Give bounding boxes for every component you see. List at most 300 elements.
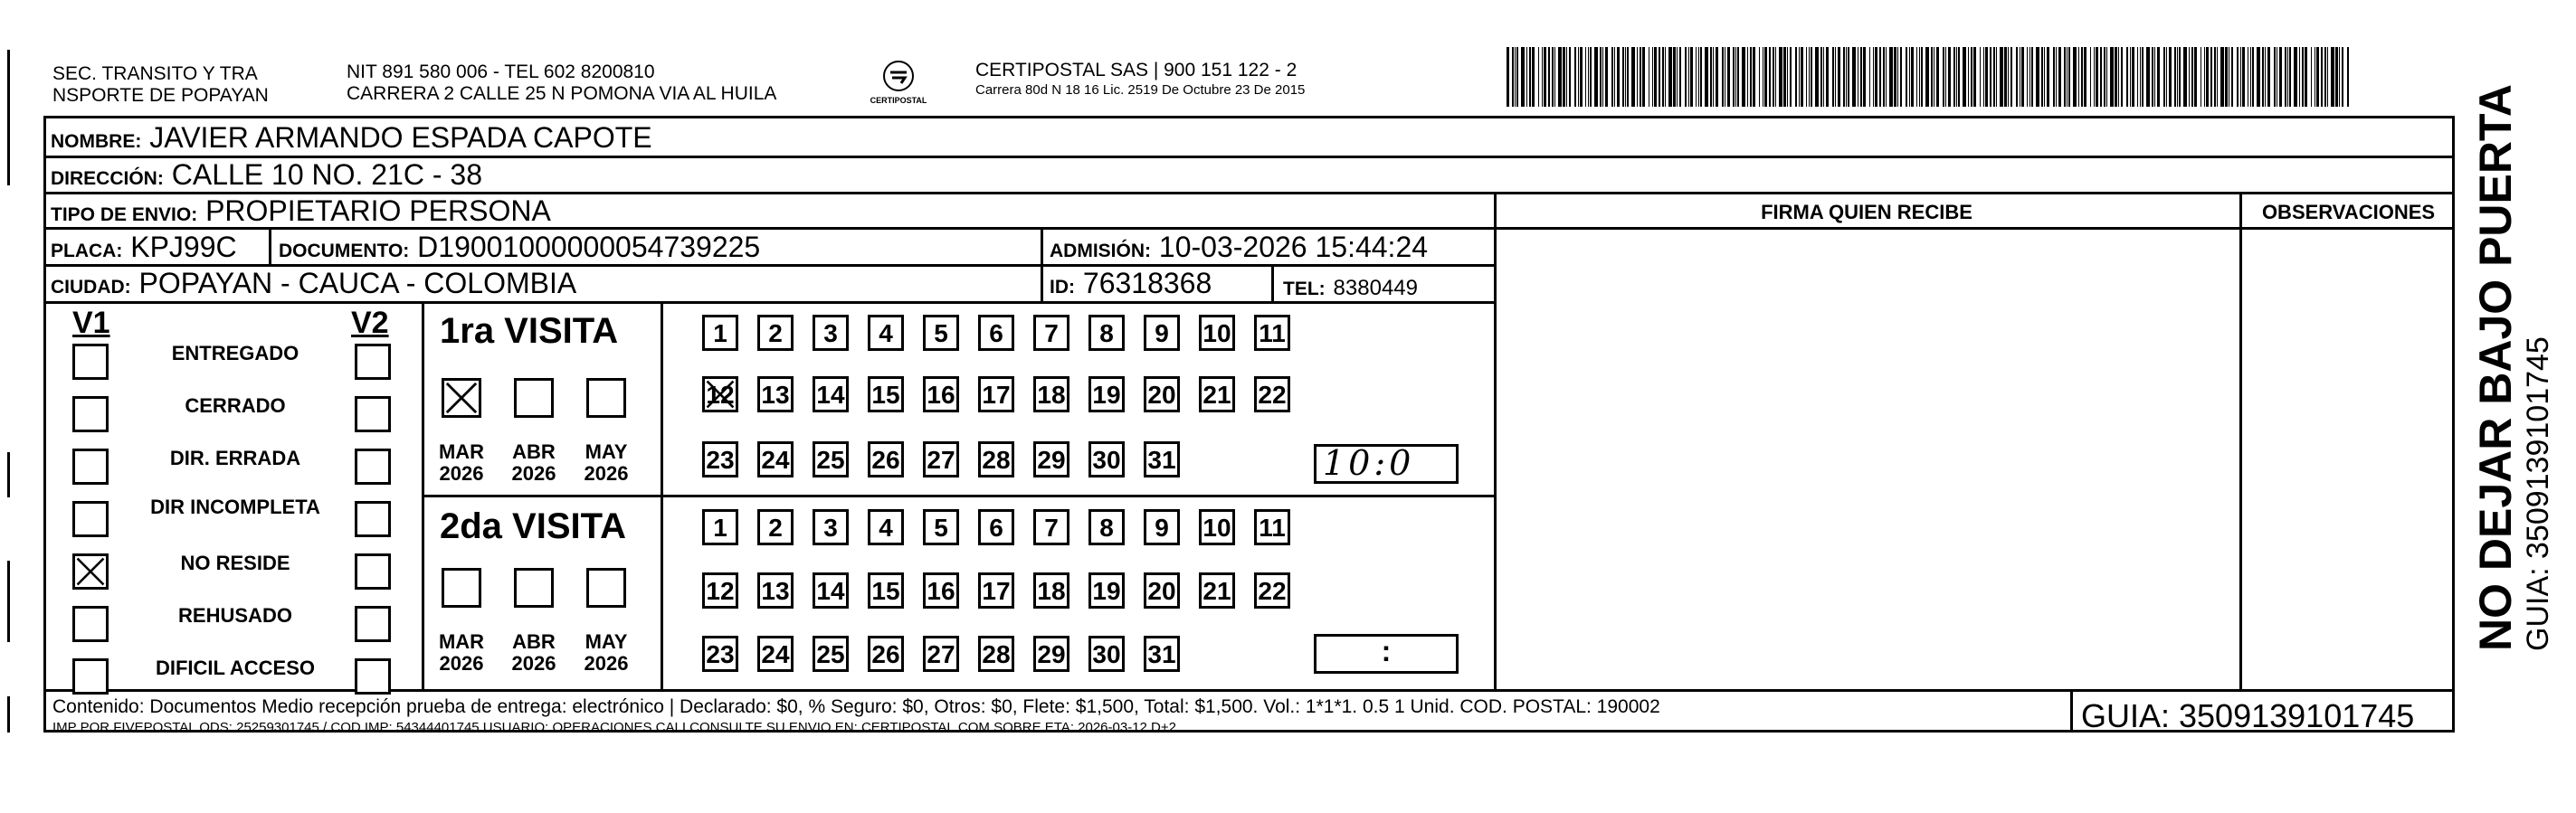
barcode-bar <box>1512 47 1514 107</box>
barcode-bar <box>1795 47 1797 107</box>
day-checkbox[interactable]: 8 <box>1088 509 1125 545</box>
barcode-bar <box>1563 47 1565 107</box>
barcode-bar <box>1662 47 1664 107</box>
barcode-bar <box>2189 47 2190 107</box>
barcode-bar <box>2183 47 2187 107</box>
barcode-bar <box>1753 47 1755 107</box>
barcode-bar <box>1554 47 1555 107</box>
barcode-bar <box>2342 47 2343 107</box>
observaciones-header: OBSERVACIONES <box>2261 201 2436 223</box>
barcode-bar <box>1654 47 1657 107</box>
barcode-bar <box>1578 47 1579 107</box>
barcode-bar <box>1838 47 1840 107</box>
day-checkbox[interactable]: 25 <box>813 441 849 477</box>
barcode-bar <box>1665 47 1666 107</box>
v1-checkbox[interactable] <box>72 658 109 695</box>
day-checkbox[interactable]: 15 <box>868 572 904 609</box>
day-checkbox[interactable]: 31 <box>1144 636 1180 672</box>
admision-value: 10-03-2026 15:44:24 <box>1158 231 1429 263</box>
barcode-bar <box>2140 47 2141 107</box>
barcode-bar <box>2010 47 2012 107</box>
day-checkbox[interactable]: 7 <box>1033 315 1069 351</box>
barcode-bar <box>2231 47 2233 107</box>
day-checkbox[interactable]: 24 <box>757 441 794 477</box>
day-checkbox[interactable]: 21 <box>1199 376 1235 412</box>
ciudad-field <box>51 267 576 304</box>
admision-field <box>1050 231 1428 268</box>
day-checkbox[interactable]: 11 <box>1254 315 1290 351</box>
v1-checkbox[interactable] <box>72 501 109 537</box>
day-checkbox[interactable]: 13 <box>757 572 794 609</box>
month-label <box>425 631 498 675</box>
nit-line2: CARRERA 2 CALLE 25 N POMONA VIA AL HUILA <box>347 83 777 104</box>
barcode-bar <box>2081 47 2083 107</box>
day-checkbox[interactable]: 17 <box>978 376 1014 412</box>
barcode-bar <box>2237 47 2239 107</box>
v2-label: V2 <box>351 306 389 340</box>
barcode-bar <box>2064 47 2066 107</box>
day-checkbox[interactable]: 18 <box>1033 572 1069 609</box>
barcode-bar <box>2094 47 2095 107</box>
day-checkbox[interactable]: 31 <box>1144 441 1180 477</box>
barcode-bar <box>1548 47 1550 107</box>
v1-checkbox[interactable] <box>72 449 109 485</box>
day-checkbox[interactable]: 24 <box>757 636 794 672</box>
month-checkbox[interactable] <box>442 378 481 418</box>
barcode-bar <box>2090 47 2091 107</box>
day-checkbox[interactable]: 7 <box>1033 509 1069 545</box>
month-checkbox[interactable] <box>442 568 481 608</box>
barcode-bar <box>1622 47 1624 107</box>
nombre-label: NOMBRE: <box>51 131 142 152</box>
barcode-bar <box>1883 47 1885 107</box>
v1-checkbox[interactable] <box>72 606 109 642</box>
barcode-bar <box>1516 47 1518 107</box>
barcode-bar <box>2214 47 2216 107</box>
barcode-bar <box>1677 47 1678 107</box>
month-label <box>570 631 642 675</box>
tipo-value: PROPIETARIO PERSONA <box>205 194 551 227</box>
barcode-bar <box>2347 47 2349 107</box>
v2-checkbox[interactable] <box>355 396 391 432</box>
barcode-bar <box>2068 47 2070 107</box>
id-field <box>1050 267 1212 304</box>
placa-label: PLACA: <box>51 241 123 261</box>
barcode-bar <box>2331 47 2334 107</box>
barcode-bar <box>2096 47 2098 107</box>
barcode-bar <box>1873 47 1874 107</box>
barcode-bar <box>1809 47 1810 107</box>
barcode-bar <box>1742 47 1745 107</box>
day-checkbox[interactable]: 30 <box>1088 441 1125 477</box>
barcode-bar <box>1958 47 1960 107</box>
status-label: DIR INCOMPLETA <box>150 496 320 518</box>
issuer-line2: NSPORTE DE POPAYAN <box>52 85 269 106</box>
barcode-bar <box>1679 47 1681 107</box>
day-checkbox[interactable]: 16 <box>923 572 959 609</box>
barcode-bar <box>1860 47 1862 107</box>
barcode-bar <box>2177 47 2178 107</box>
barcode-bar <box>1820 47 1822 107</box>
day-checkbox[interactable]: 14 <box>813 572 849 609</box>
col-line-firma <box>1494 192 1497 689</box>
barcode-bar <box>2335 47 2338 107</box>
barcode-bar <box>1921 47 1923 107</box>
barcode-bar <box>1614 47 1615 107</box>
barcode-bar <box>2058 47 2061 107</box>
barcode-bar <box>1700 47 1702 107</box>
side-line2: GUIA: 3509139101745 <box>2521 336 2555 651</box>
barcode-bar <box>1705 47 1708 107</box>
barcode-bar <box>1759 47 1760 107</box>
v1-checkbox[interactable] <box>72 344 109 380</box>
day-checkbox[interactable]: 17 <box>978 572 1014 609</box>
barcode-bar <box>2316 47 2319 107</box>
tipo-field <box>51 194 551 232</box>
margin-mark <box>7 561 10 642</box>
day-checkbox[interactable]: 22 <box>1254 572 1290 609</box>
day-checkbox[interactable]: 12 <box>702 376 738 412</box>
barcode-bar <box>1600 47 1602 107</box>
barcode-bar <box>2078 47 2079 107</box>
barcode-bar <box>2321 47 2323 107</box>
barcode-bar <box>1925 47 1929 107</box>
day-checkbox[interactable]: 5 <box>923 315 959 351</box>
month-name: MAY <box>585 630 628 653</box>
barcode-bar <box>1948 47 1951 107</box>
status-label: NO RESIDE <box>180 552 290 574</box>
month-checkbox[interactable] <box>586 378 626 418</box>
barcode-bar <box>1552 47 1554 107</box>
footer-line2: IMP POR FIVEPOSTAL ODS: 25259301745 / COD.IMP: 54344401745 USUARIO: OPERACIONES.CALI CONSULTE SU ENVIO EN: CERTIPOSTAL.COM SOBRE ETA: 2026-03-12 D+2 <box>52 720 1176 735</box>
barcode-bar <box>1943 47 1944 107</box>
status-label: DIFICIL ACCESO <box>155 657 315 679</box>
footer-line1: Contenido: Documentos Medio recepción prueba de entrega: electrónico | Declarado: $0, % Seguro: $0, Otros: $0, Flete: $1,500, Total: $1,500. Vol.: 1*1*1. 0.5 1 Unid. COD. POSTAL: 190002 <box>52 696 1660 717</box>
month-name: ABR <box>512 440 556 463</box>
nombre-value: JAVIER ARMANDO ESPADA CAPOTE <box>149 121 652 154</box>
v2-checkbox[interactable] <box>355 553 391 590</box>
barcode-bar <box>1737 47 1739 107</box>
barcode-bar <box>1668 47 1672 107</box>
barcode-bar <box>1521 47 1525 107</box>
row-line <box>422 495 1494 497</box>
side-line1: NO DEJAR BAJO PUERTA <box>2470 84 2521 651</box>
barcode-bar <box>2285 47 2286 107</box>
day-checkbox[interactable]: 1 <box>702 315 738 351</box>
month-label <box>498 441 570 485</box>
col-line-doc <box>269 227 271 264</box>
barcode-bar <box>1783 47 1786 107</box>
day-checkbox[interactable]: 19 <box>1088 376 1125 412</box>
month-label <box>498 631 570 675</box>
documento-field <box>279 231 760 268</box>
month-name: MAR <box>438 440 485 463</box>
barcode-bar <box>1806 47 1807 107</box>
barcode-bar <box>2000 47 2003 107</box>
day-checkbox[interactable]: 9 <box>1144 315 1180 351</box>
barcode-bar <box>2194 47 2197 107</box>
barcode-bar <box>2084 47 2086 107</box>
barcode-bar <box>1963 47 1966 107</box>
barcode-bar <box>2305 47 2307 107</box>
day-checkbox[interactable]: 3 <box>813 509 849 545</box>
barcode-bar <box>1909 47 1910 107</box>
barcode-bar <box>1832 47 1834 107</box>
barcode-bar <box>2174 47 2176 107</box>
barcode-bar <box>2287 47 2288 107</box>
barcode-bar <box>2191 47 2193 107</box>
month-year: 2026 <box>439 652 484 675</box>
day-checkbox[interactable]: 6 <box>978 315 1014 351</box>
day-checkbox[interactable]: 4 <box>868 315 904 351</box>
day-checkbox[interactable]: 3 <box>813 315 849 351</box>
barcode-bar <box>2257 47 2260 107</box>
day-checkbox[interactable]: 23 <box>702 441 738 477</box>
v2-checkbox[interactable] <box>355 658 391 695</box>
barcode-bar <box>1733 47 1735 107</box>
ciudad-label: CIUDAD: <box>51 277 131 298</box>
barcode-bar <box>2100 47 2102 107</box>
day-checkbox[interactable]: 4 <box>868 509 904 545</box>
day-checkbox[interactable]: 26 <box>868 441 904 477</box>
barcode-bar <box>2073 47 2077 107</box>
barcode-bar <box>2106 47 2107 107</box>
id-value: 76318368 <box>1082 267 1212 299</box>
barcode-bar <box>1875 47 1877 107</box>
col-line-adm <box>1041 227 1043 301</box>
barcode-bar <box>2339 47 2340 107</box>
day-checkbox[interactable]: 21 <box>1199 572 1235 609</box>
day-checkbox[interactable]: 26 <box>868 636 904 672</box>
barcode-bar <box>1747 47 1748 107</box>
margin-mark <box>7 452 10 497</box>
barcode-bar <box>2299 47 2300 107</box>
day-checkbox[interactable]: 27 <box>923 441 959 477</box>
barcode-bar <box>1631 47 1635 107</box>
day-checkbox[interactable]: 19 <box>1088 572 1125 609</box>
barcode-bar <box>1637 47 1638 107</box>
v1-checkbox[interactable] <box>72 553 109 590</box>
nit-block <box>347 61 776 105</box>
status-label: ENTREGADO <box>171 342 299 364</box>
barcode-bar <box>1936 47 1939 107</box>
barcode <box>1507 47 2357 107</box>
barcode-bar <box>2169 47 2172 107</box>
barcode-bar <box>2242 47 2245 107</box>
day-checkbox[interactable]: 15 <box>868 376 904 412</box>
barcode-bar <box>1779 47 1782 107</box>
day-checkbox[interactable]: 8 <box>1088 315 1125 351</box>
barcode-bar <box>1673 47 1676 107</box>
day-checkbox[interactable]: 6 <box>978 509 1014 545</box>
month-name: MAY <box>585 440 628 463</box>
tel-value: 8380449 <box>1333 276 1418 300</box>
barcode-bar <box>1507 47 1509 107</box>
barcode-bar <box>1544 47 1546 107</box>
barcode-bar <box>1993 47 1995 107</box>
footer-guia: GUIA: 3509139101745 <box>2081 697 2415 734</box>
barcode-bar <box>2179 47 2181 107</box>
barcode-bar <box>1990 47 1991 107</box>
month-checkbox[interactable] <box>514 568 554 608</box>
issuer-block <box>52 63 269 107</box>
v2-checkbox[interactable] <box>355 606 391 642</box>
placa-field <box>51 231 237 268</box>
barcode-bar <box>1775 47 1776 107</box>
day-checkbox[interactable]: 2 <box>757 509 794 545</box>
barcode-bar <box>1685 47 1687 107</box>
barcode-bar <box>1690 47 1693 107</box>
month-year: 2026 <box>511 652 556 675</box>
issuer-line1: SEC. TRANSITO Y TRA <box>52 63 258 84</box>
barcode-bar <box>1688 47 1689 107</box>
barcode-bar <box>2225 47 2228 107</box>
firma-header: FIRMA QUIEN RECIBE <box>1761 201 1972 223</box>
barcode-bar <box>2210 47 2212 107</box>
barcode-bar <box>1569 47 1571 107</box>
barcode-bar <box>1716 47 1718 107</box>
month-year: 2026 <box>584 652 629 675</box>
day-checkbox[interactable]: 13 <box>757 376 794 412</box>
barcode-bar <box>2056 47 2057 107</box>
v2-checkbox[interactable] <box>355 449 391 485</box>
day-checkbox[interactable]: 12 <box>702 572 738 609</box>
placa-value: KPJ99C <box>130 231 237 263</box>
barcode-bar <box>2036 47 2039 107</box>
tel-field <box>1283 269 1418 306</box>
day-checkbox[interactable]: 10 <box>1199 315 1235 351</box>
barcode-bar <box>2008 47 2009 107</box>
ciudad-value: POPAYAN - CAUCA - COLOMBIA <box>138 267 577 299</box>
barcode-bar <box>2240 47 2241 107</box>
day-checkbox[interactable]: 30 <box>1088 636 1125 672</box>
day-checkbox[interactable]: 16 <box>923 376 959 412</box>
day-checkbox[interactable]: 14 <box>813 376 849 412</box>
month-year: 2026 <box>511 462 556 485</box>
barcode-bar <box>2016 47 2018 107</box>
first-visit-title: 1ra VISITA <box>440 311 619 351</box>
barcode-bar <box>2142 47 2143 107</box>
second-time-placeholder: : <box>1381 635 1392 667</box>
barcode-bar <box>1627 47 1629 107</box>
col-line-guia <box>2070 689 2073 733</box>
month-name: MAR <box>438 630 485 653</box>
barcode-bar <box>1852 47 1856 107</box>
day-checkbox[interactable]: 10 <box>1199 509 1235 545</box>
barcode-bar <box>1983 47 1984 107</box>
barcode-bar <box>2294 47 2297 107</box>
barcode-bar <box>1953 47 1955 107</box>
barcode-bar <box>2110 47 2114 107</box>
barcode-bar <box>1846 47 1847 107</box>
barcode-bar <box>2267 47 2270 107</box>
barcode-bar <box>1931 47 1933 107</box>
day-checkbox[interactable]: 9 <box>1144 509 1180 545</box>
day-checkbox[interactable]: 27 <box>923 636 959 672</box>
barcode-bar <box>1611 47 1613 107</box>
barcode-bar <box>2206 47 2209 107</box>
barcode-bar <box>1698 47 1699 107</box>
svg-text:CERTIPOSTAL: CERTIPOSTAL <box>870 96 927 105</box>
barcode-bar <box>1558 47 1562 107</box>
day-checkbox[interactable]: 29 <box>1033 636 1069 672</box>
day-checkbox[interactable]: 28 <box>978 441 1014 477</box>
barcode-bar <box>1811 47 1812 107</box>
barcode-bar <box>1848 47 1849 107</box>
barcode-bar <box>2311 47 2312 107</box>
barcode-bar <box>1580 47 1583 107</box>
barcode-bar <box>1566 47 1567 107</box>
barcode-bar <box>1764 47 1767 107</box>
barcode-bar <box>2327 47 2328 107</box>
barcode-bar <box>2047 47 2049 107</box>
status-label: CERRADO <box>185 394 286 417</box>
barcode-bar <box>1605 47 1608 107</box>
barcode-bar <box>1532 47 1535 107</box>
v2-checkbox[interactable] <box>355 344 391 380</box>
barcode-bar <box>1894 47 1896 107</box>
day-checkbox[interactable]: 23 <box>702 636 738 672</box>
barcode-bar <box>2053 47 2055 107</box>
day-checkbox[interactable]: 2 <box>757 315 794 351</box>
barcode-bar <box>1594 47 1598 107</box>
day-checkbox[interactable]: 28 <box>978 636 1014 672</box>
barcode-bar <box>1529 47 1531 107</box>
nombre-field <box>51 121 652 158</box>
barcode-bar <box>2274 47 2276 107</box>
barcode-bar <box>2027 47 2028 107</box>
barcode-bar <box>1815 47 1819 107</box>
tel-label: TEL: <box>1283 279 1326 299</box>
barcode-bar <box>2262 47 2264 107</box>
v2-checkbox[interactable] <box>355 501 391 537</box>
barcode-bar <box>1710 47 1712 107</box>
day-checkbox[interactable]: 22 <box>1254 376 1290 412</box>
day-checkbox[interactable]: 18 <box>1033 376 1069 412</box>
col-line-days <box>661 301 663 689</box>
month-year: 2026 <box>584 462 629 485</box>
barcode-bar <box>2302 47 2304 107</box>
day-checkbox[interactable]: 11 <box>1254 509 1290 545</box>
month-checkbox[interactable] <box>586 568 626 608</box>
barcode-bar <box>1790 47 1792 107</box>
barcode-bar <box>2157 47 2160 107</box>
barcode-bar <box>1750 47 1752 107</box>
month-name: ABR <box>512 630 556 653</box>
nit-line1: NIT 891 580 006 - TEL 602 8200810 <box>347 61 655 82</box>
day-checkbox[interactable]: 20 <box>1144 572 1180 609</box>
barcode-bar <box>1642 47 1645 107</box>
barcode-bar <box>1787 47 1788 107</box>
barcode-bar <box>1722 47 1724 107</box>
tipo-label: TIPO DE ENVIO: <box>51 204 198 225</box>
day-checkbox[interactable]: 25 <box>813 636 849 672</box>
month-checkbox[interactable] <box>514 378 554 418</box>
day-checkbox[interactable]: 29 <box>1033 441 1069 477</box>
barcode-bar <box>2126 47 2128 107</box>
v1-checkbox[interactable] <box>72 396 109 432</box>
day-checkbox[interactable]: 5 <box>923 509 959 545</box>
certipostal-logo-icon <box>867 54 930 107</box>
carrier-line2: Carrera 80d N 18 16 Lic. 2519 De Octubre 23 De 2015 <box>975 82 1306 98</box>
barcode-bar <box>1659 47 1660 107</box>
documento-label: DOCUMENTO: <box>279 241 410 261</box>
day-checkbox[interactable]: 1 <box>702 509 738 545</box>
barcode-bar <box>1889 47 1893 107</box>
barcode-bar <box>1869 47 1870 107</box>
day-checkbox[interactable]: 20 <box>1144 376 1180 412</box>
barcode-bar <box>2252 47 2254 107</box>
